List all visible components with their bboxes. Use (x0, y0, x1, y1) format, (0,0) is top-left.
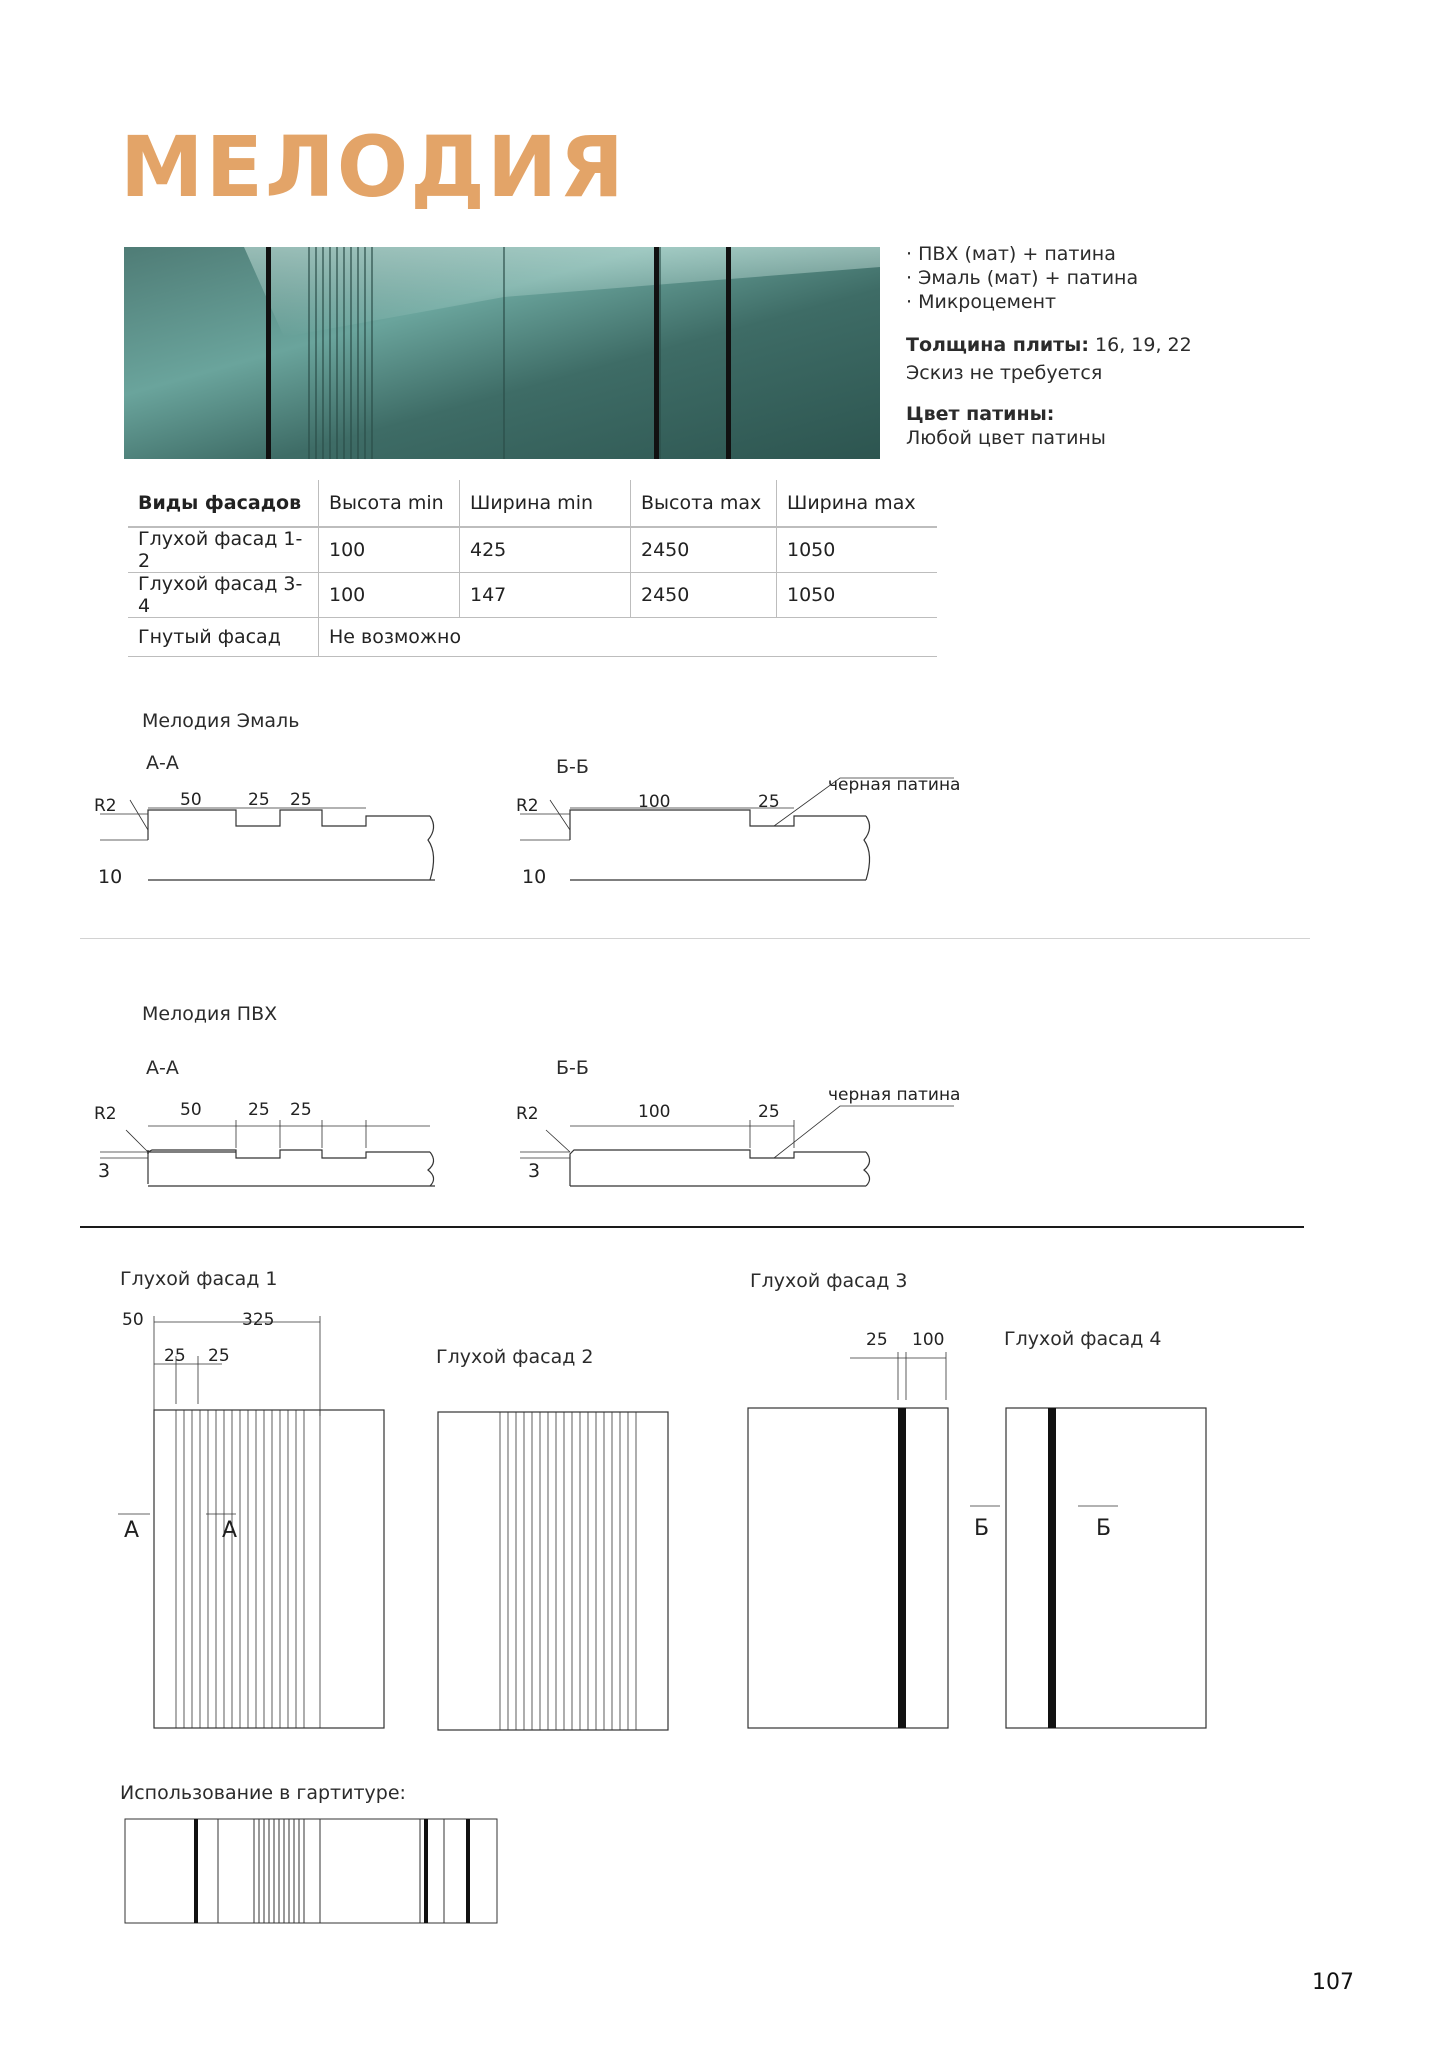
sketch-note: Эскиз не требуется (906, 362, 1103, 384)
table-header-row (128, 480, 937, 527)
table-cell: 1050 (777, 527, 938, 573)
facade-2-drawing (436, 1410, 676, 1740)
table-row (128, 573, 937, 618)
profile-aa-label: А-А (146, 752, 179, 774)
thickness-value: 16, 19, 22 (1095, 334, 1192, 356)
dim-label: 50 (122, 1310, 144, 1330)
table-cell: 425 (460, 527, 631, 573)
spec-table (128, 480, 937, 657)
section-marker-b: Б (1096, 1516, 1112, 1541)
facade-4-title: Глухой фасад 4 (1004, 1328, 1162, 1350)
patina-note: черная патина (828, 1085, 961, 1105)
facade-2-title: Глухой фасад 2 (436, 1346, 594, 1368)
section-marker-b: Б (974, 1516, 990, 1541)
finish-options (906, 242, 1326, 314)
profile-bb-label: Б-Б (556, 1057, 589, 1079)
usage-title: Использование в гартитуре: (120, 1782, 406, 1804)
column-header: Высота max (631, 480, 777, 527)
table-cell: 1050 (777, 573, 938, 618)
table-cell: 2450 (631, 573, 777, 618)
table-cell: 100 (319, 527, 460, 573)
profile-drawing (90, 1090, 450, 1200)
table-cell: Гнутый фасад (128, 618, 319, 657)
thickness (906, 333, 1346, 357)
section-marker-a: А (222, 1518, 238, 1543)
column-header: Ширина max (777, 480, 938, 527)
dim-label: 50 (180, 1100, 202, 1120)
facade-4-drawing (1004, 1406, 1214, 1736)
dim-label: 25 (248, 1100, 270, 1120)
radius-label: R2 (94, 1104, 117, 1124)
table-cell: Глухой фасад 1-2 (128, 527, 319, 573)
profile-bb-label: Б-Б (556, 756, 589, 778)
patina-value: Любой цвет патины (906, 427, 1106, 449)
profile-aa-label: А-А (146, 1057, 179, 1079)
radius-label: R2 (516, 1104, 539, 1124)
table-cell: 100 (319, 573, 460, 618)
dim-label: 50 (180, 790, 202, 810)
dim-label: 25 (290, 790, 312, 810)
page-title: МЕЛОДИЯ (120, 118, 626, 216)
dim-label: 100 (912, 1330, 945, 1350)
column-header: Виды фасадов (128, 480, 319, 527)
dim-label: 25 (208, 1346, 230, 1366)
facade-3-title: Глухой фасад 3 (750, 1270, 908, 1292)
profile-drawing (510, 1090, 970, 1200)
dim-label: 25 (164, 1346, 186, 1366)
dim-label: 100 (638, 1102, 671, 1122)
facade-1-title: Глухой фасад 1 (120, 1268, 278, 1290)
usage-drawing (124, 1818, 504, 1928)
depth-label: 3 (98, 1160, 111, 1182)
table-row (128, 618, 937, 657)
depth-label: 10 (522, 866, 547, 888)
dim-label: 100 (638, 792, 671, 812)
column-header: Высота min (319, 480, 460, 527)
divider (80, 938, 1310, 939)
depth-label: 3 (528, 1160, 541, 1182)
finish-option: · Эмаль (мат) + патина (906, 267, 1139, 289)
dim-label: 325 (242, 1310, 275, 1330)
product-photo (124, 247, 880, 459)
finish-option: · ПВХ (мат) + патина (906, 243, 1116, 265)
radius-label: R2 (516, 796, 539, 816)
profile-drawing (510, 780, 970, 890)
dim-label: 25 (758, 792, 780, 812)
dim-label: 25 (290, 1100, 312, 1120)
dim-label: 25 (248, 790, 270, 810)
facade-1-drawing (110, 1316, 410, 1736)
profile-drawing (90, 780, 450, 890)
table-cell: 147 (460, 573, 631, 618)
section-title-enamel: Мелодия Эмаль (142, 710, 300, 732)
divider (80, 1226, 1304, 1228)
table-row (128, 527, 937, 573)
dim-label: 25 (758, 1102, 780, 1122)
facade-3-drawing (746, 1352, 966, 1736)
radius-label: R2 (94, 796, 117, 816)
table-cell: Глухой фасад 3-4 (128, 573, 319, 618)
depth-label: 10 (98, 866, 123, 888)
table-cell: Не возможно (319, 618, 938, 657)
table-cell: 2450 (631, 527, 777, 573)
thickness-label: Толщина плиты: (906, 334, 1089, 356)
dim-label: 25 (866, 1330, 888, 1350)
column-header: Ширина min (460, 480, 631, 527)
page-number: 107 (1312, 1970, 1354, 1995)
finish-option: · Микроцемент (906, 291, 1057, 313)
patina-note: черная патина (828, 775, 961, 795)
section-marker-a: А (124, 1518, 140, 1543)
section-title-pvc: Мелодия ПВХ (142, 1003, 278, 1025)
patina-label: Цвет патины: (906, 403, 1055, 425)
